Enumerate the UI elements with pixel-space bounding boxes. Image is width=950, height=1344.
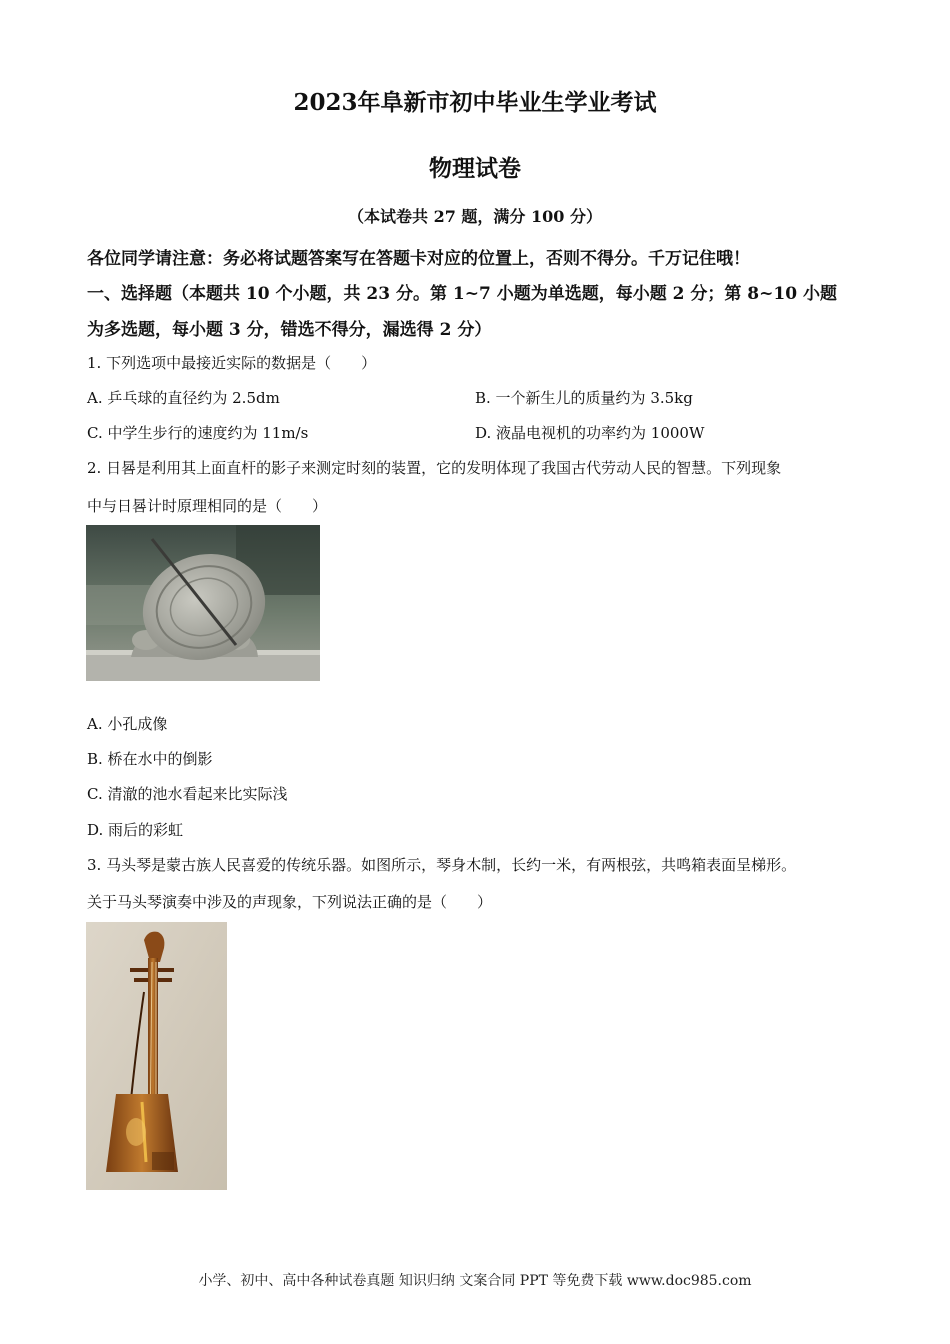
footer-advertisement: 小学、初中、高中各种试卷真题 知识归纳 文案合同 PPT 等免费下载 www.doc985.com [198,1273,752,1289]
q2-option-d: D. 雨后的彩虹 [87,821,184,839]
q1-stem: 1. 下列选项中最接近实际的数据是（ ） [87,354,377,372]
q1-option-a: A. 乒乓球的直径约为 2.5dm [87,389,280,407]
q2-option-a: A. 小孔成像 [87,715,168,733]
q3-stem-line2: 关于马头琴演奏中涉及的声现象，下列说法正确的是（ ） [87,893,493,911]
q1-option-d: D. 液晶电视机的功率约为 1000W [475,424,705,442]
exam-title: 2023年阜新市初中毕业生学业考试 [293,89,657,116]
q3-stem-line1: 3. 马头琴是蒙古族人民喜爱的传统乐器。如图所示，琴身木制，长约一米，有两根弦，共鸣箱表面呈梯形。 [87,856,797,874]
sundial-photo [86,525,320,681]
notice: 各位同学请注意：务必将试题答案写在答题卡对应的位置上，否则不得分。千万记住哦！ [87,249,750,269]
q2-option-c: C. 清澈的池水看起来比实际浅 [87,785,288,803]
q2-stem-line2: 中与日晷计时原理相同的是（ ） [87,497,328,515]
sundial-illustration [86,525,320,681]
subject-title: 物理试卷 [429,155,521,182]
q1-option-b: B. 一个新生儿的质量约为 3.5kg [475,389,693,407]
q2-stem-line1: 2. 日晷是利用其上面直杆的影子来测定时刻的装置，它的发明体现了我国古代劳动人民的智慧。下列现象 [87,459,782,477]
q2-option-b: B. 桥在水中的倒影 [87,750,213,768]
section-heading-line1: 一、选择题（本题共 10 个小题，共 23 分。第 1~7 小题为单选题，每小题 2 分；第 8~10 小题 [87,284,837,304]
morin-khuur-illustration [86,922,227,1190]
section-heading-line2: 为多选题，每小题 3 分，错选不得分，漏选得 2 分） [87,320,492,340]
q1-option-c: C. 中学生步行的速度约为 11m/s [87,424,309,442]
exam-info: （本试卷共 27 题，满分 100 分） [348,207,602,226]
morin-khuur-photo [86,922,227,1190]
